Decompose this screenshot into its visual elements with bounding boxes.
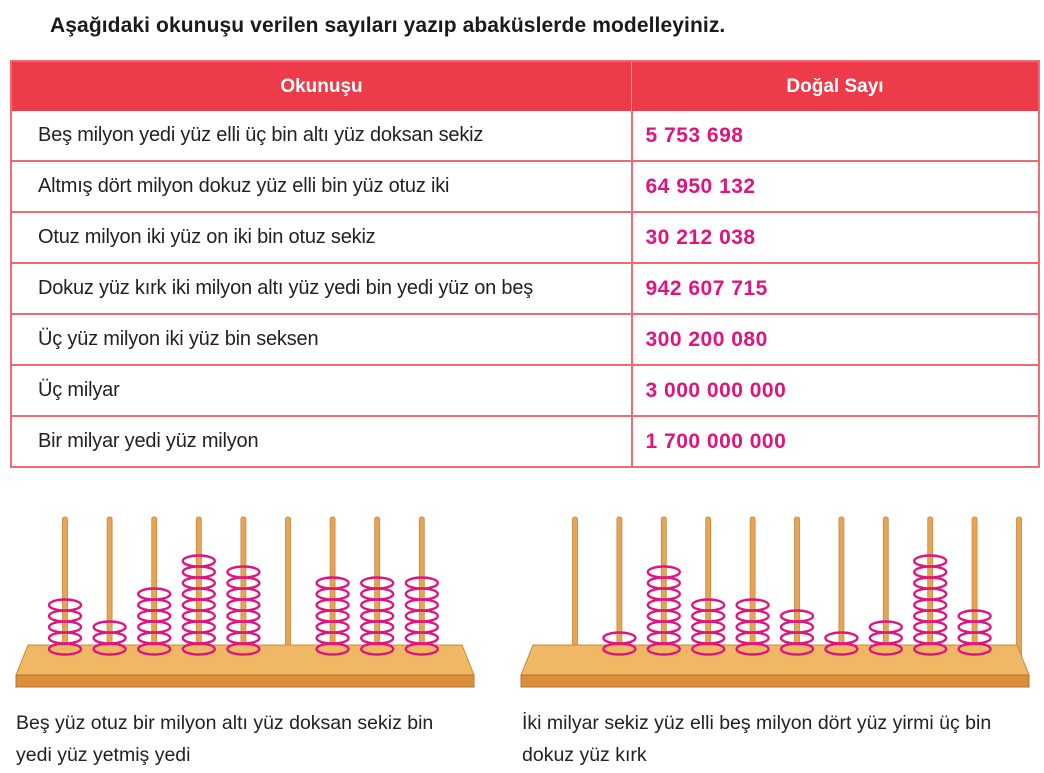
table-row	[11, 365, 1039, 416]
abacus-rod	[1017, 517, 1022, 657]
reading-cell: Dokuz yüz kırk iki milyon altı yüz yedi bin yedi yüz on beş	[11, 263, 632, 314]
reading-cell: Üç yüz milyon iki yüz bin seksen	[11, 314, 632, 365]
caption-line: dokuz yüz kırk	[522, 744, 647, 766]
abacus-base-front	[521, 675, 1029, 687]
abacus-rod	[286, 517, 291, 657]
abacus-rod	[196, 517, 201, 657]
abacus-rod	[928, 517, 933, 657]
number-cell: 300 200 080	[632, 314, 1040, 365]
abacus-rod	[750, 517, 755, 657]
number-cell: 1 700 000 000	[632, 416, 1040, 467]
caption-line: İki milyar sekiz yüz elli beş milyon dört yüz yirmi üç bin	[522, 712, 992, 734]
table-row	[11, 111, 1039, 161]
reading-cell: Beş milyon yedi yüz elli üç bin altı yüz doksan sekiz	[11, 111, 632, 161]
abacus-rod	[573, 517, 578, 657]
abacus-rod	[661, 517, 666, 657]
abacus-rod	[375, 517, 380, 657]
caption-line: yedi yüz yetmiş yedi	[16, 744, 191, 766]
table-row	[11, 161, 1039, 212]
header-reading: Okunuşu	[11, 61, 632, 111]
abacus-rod	[152, 517, 157, 657]
number-cell: 942 607 715	[632, 263, 1040, 314]
abacus-rod	[617, 517, 622, 657]
reading-cell: Otuz milyon iki yüz on iki bin otuz sekiz	[11, 212, 632, 263]
table-row	[11, 212, 1039, 263]
instruction-text: Aşağıdaki okunuşu verilen sayıları yazıp abaküslerde modelleyiniz.	[50, 14, 726, 37]
abacus-rod	[330, 517, 335, 657]
abacus-rod	[706, 517, 711, 657]
abacus-rod	[107, 517, 112, 657]
abacus-rod	[63, 517, 68, 657]
abacus-rod	[241, 517, 246, 657]
table-row	[11, 314, 1039, 365]
table-row	[11, 263, 1039, 314]
abacus-rod	[883, 517, 888, 657]
caption-line: Beş yüz otuz bir milyon altı yüz doksan sekiz bin	[16, 712, 434, 734]
reading-cell: Üç milyar	[11, 365, 632, 416]
header-number: Doğal Sayı	[632, 61, 1040, 111]
reading-cell: Altmış dört milyon dokuz yüz elli bin yüz otuz iki	[11, 161, 632, 212]
table-row	[11, 416, 1039, 467]
abacus-rod	[839, 517, 844, 657]
reading-cell: Bir milyar yedi yüz milyon	[11, 416, 632, 467]
number-cell: 3 000 000 000	[632, 365, 1040, 416]
abacus-rod	[795, 517, 800, 657]
abacus-right	[515, 505, 1035, 695]
abacus-left-caption	[16, 707, 496, 771]
abacus-right-caption	[522, 707, 1037, 771]
abacus-left	[10, 505, 480, 695]
abacus-base-front	[16, 675, 474, 687]
abacus-rod	[419, 517, 424, 657]
abacus-base-top	[521, 645, 1029, 675]
number-cell: 30 212 038	[632, 212, 1040, 263]
number-cell: 64 950 132	[632, 161, 1040, 212]
number-cell: 5 753 698	[632, 111, 1040, 161]
abacus-rod	[972, 517, 977, 657]
numbers-table	[10, 60, 1040, 468]
table-header-row	[11, 61, 1039, 111]
